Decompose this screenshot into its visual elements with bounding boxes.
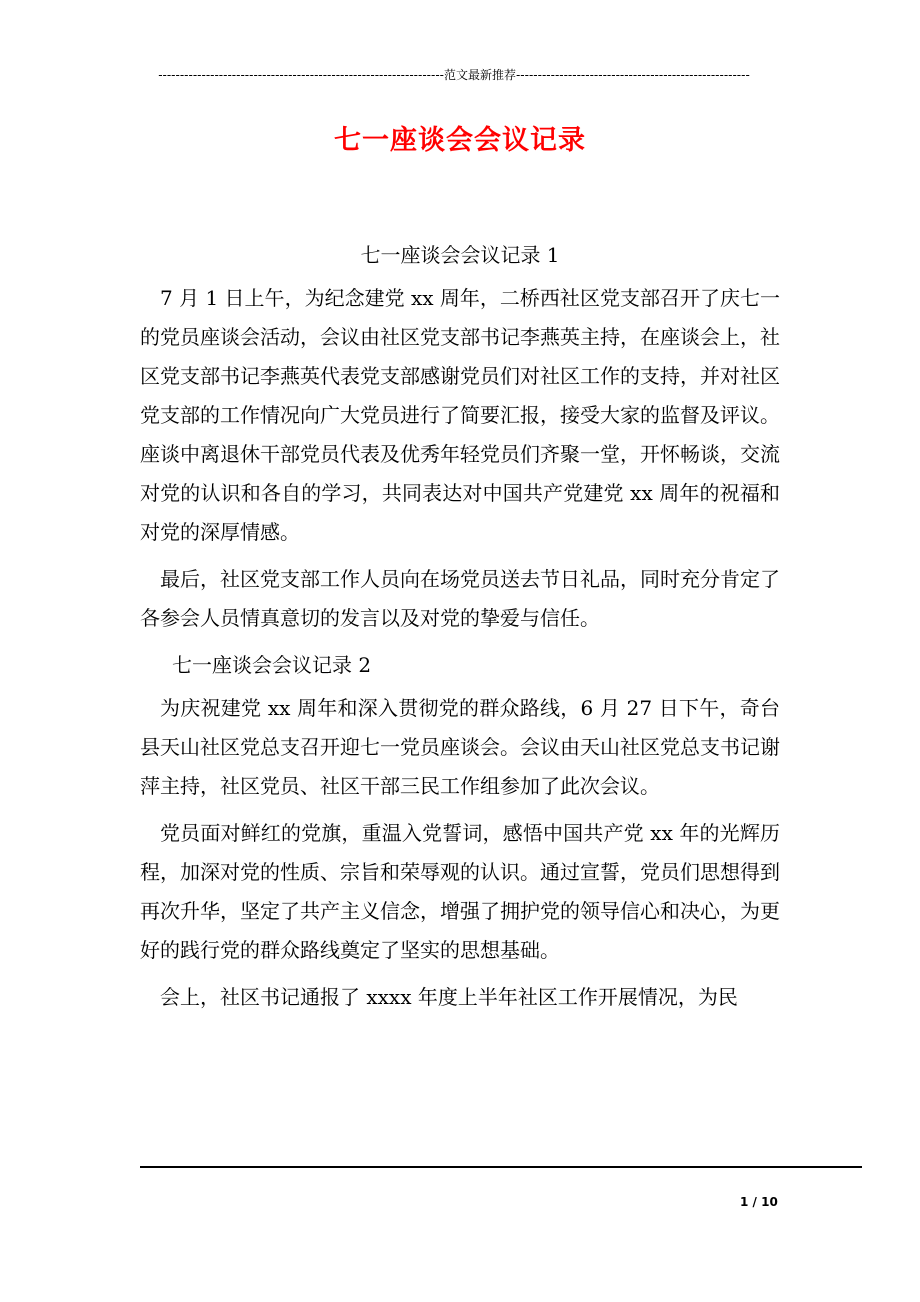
paragraph: 党员面对鲜红的党旗，重温入党誓词，感悟中国共产党 xx 年的光辉历程，加深对党的性质、宗旨和荣辱观的认识。通过宣誓，党员们思想得到再次升华，坚定了共产主义信念，增强了拥护党的领导信心和决心，为更好的践行党的群众路线奠定了坚实的思想基础。 — [140, 821, 780, 962]
paragraph: 7 月 1 日上午，为纪念建党 xx 周年，二桥西社区党支部召开了庆七一的党员座谈会活动，会议由社区党支部书记李燕英主持，在座谈会上，社区党支部书记李燕英代表党支部感谢党员们对社区工作的支持，并对社区党支部的工作情况向广大党员进行了简要汇报，接受大家的监督及评议。座谈中离退休干部党员代表及优秀年轻党员们齐聚一堂，开怀畅谈，交流对党的认识和各自的学习，共同表达对中国共产党建党 xx 周年的祝福和对党的深厚情感。 — [140, 286, 780, 544]
page-header: ------------------------------------------------------------------范文最新推荐------------------------------------------------------ — [158, 68, 750, 82]
document-body — [140, 236, 780, 1025]
paragraph: 为庆祝建党 xx 周年和深入贯彻党的群众路线，6 月 27 日下午，奇台县天山社区党总支召开迎七一党员座谈会。会议由天山社区党总支书记谢萍主持，社区党员、社区干部三民工作组参加了此次会议。 — [140, 696, 780, 798]
page-number: 1 / 10 — [740, 1195, 778, 1209]
footer-divider — [140, 1166, 862, 1168]
section-2-heading: 七一座谈会会议记录 2 — [172, 653, 372, 677]
document-title: 七一座谈会会议记录 — [334, 125, 586, 156]
paragraph: 最后，社区党支部工作人员向在场党员送去节日礼品，同时充分肯定了各参会人员情真意切的发言以及对党的挚爱与信任。 — [140, 567, 780, 630]
section-1-heading: 七一座谈会会议记录 1 — [360, 243, 560, 267]
paragraph: 会上，社区书记通报了 xxxx 年度上半年社区工作开展情况，为民 — [160, 985, 738, 1009]
